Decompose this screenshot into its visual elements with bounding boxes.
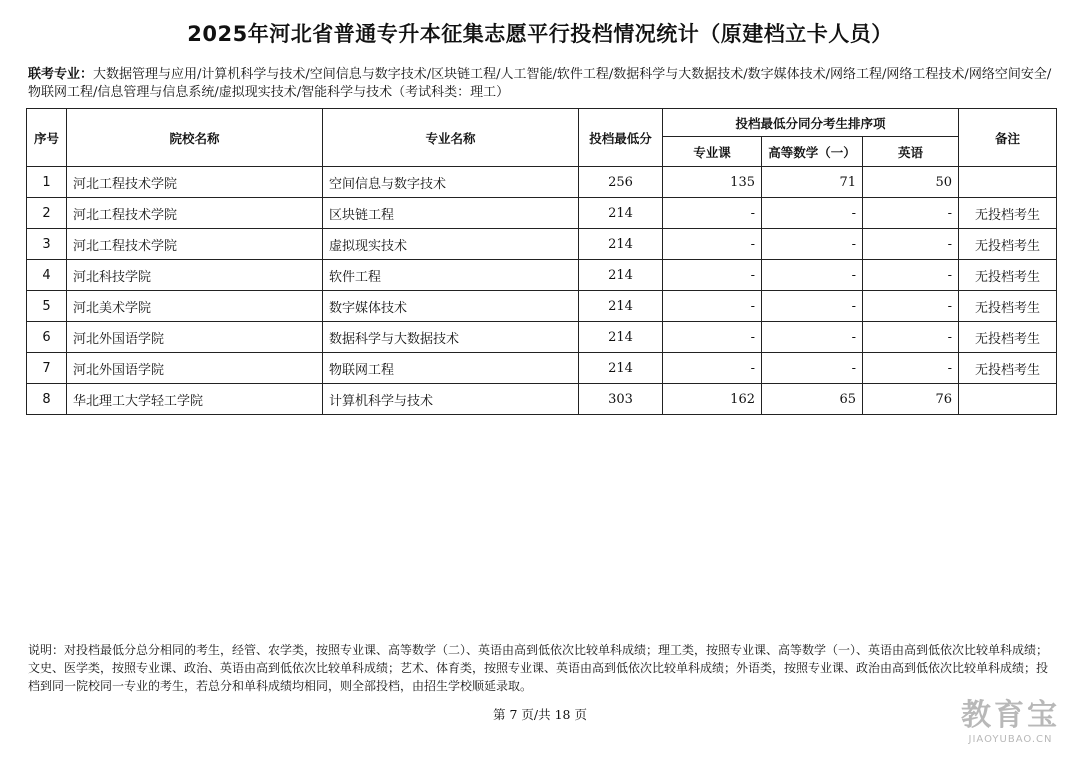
cell-school: 河北外国语学院 [67, 353, 323, 384]
cell-min-score: 214 [579, 322, 663, 353]
header-min-score: 投档最低分 [579, 109, 663, 167]
header-tiebreak-group: 投档最低分同分考生排序项 [663, 109, 959, 137]
cell-remark: 无投档考生 [959, 198, 1057, 229]
cell-min-score: 214 [579, 353, 663, 384]
cell-math: - [762, 353, 863, 384]
table-row [27, 384, 1057, 415]
header-remark: 备注 [959, 109, 1057, 167]
cell-school: 河北工程技术学院 [67, 167, 323, 198]
watermark-main-text: 教育宝 [961, 698, 1060, 733]
cell-english: 50 [863, 167, 959, 198]
cell-min-score: 214 [579, 291, 663, 322]
cell-major: 计算机科学与技术 [323, 384, 579, 415]
table-row [27, 167, 1057, 198]
cell-seq: 1 [27, 167, 67, 198]
cell-english: - [863, 260, 959, 291]
cell-major-course: - [663, 198, 762, 229]
cell-english: 76 [863, 384, 959, 415]
admission-table [26, 108, 1057, 415]
cell-seq: 2 [27, 198, 67, 229]
header-major: 专业名称 [323, 109, 579, 167]
cell-min-score: 214 [579, 229, 663, 260]
cell-remark: 无投档考生 [959, 229, 1057, 260]
watermark-logo [961, 690, 1060, 745]
cell-math: - [762, 291, 863, 322]
cell-english: - [863, 291, 959, 322]
header-school: 院校名称 [67, 109, 323, 167]
cell-school: 华北理工大学轻工学院 [67, 384, 323, 415]
table-row [27, 198, 1057, 229]
cell-english: - [863, 322, 959, 353]
page-number: 第 7 页/共 18 页 [493, 707, 587, 722]
header-major-course: 专业课 [663, 137, 762, 167]
cell-major-course: 162 [663, 384, 762, 415]
table-row [27, 229, 1057, 260]
cell-major-course: - [663, 322, 762, 353]
cell-remark [959, 167, 1057, 198]
cell-min-score: 256 [579, 167, 663, 198]
cell-major-course: - [663, 353, 762, 384]
cell-remark: 无投档考生 [959, 322, 1057, 353]
cell-english: - [863, 353, 959, 384]
cell-major: 虚拟现实技术 [323, 229, 579, 260]
cell-seq: 6 [27, 322, 67, 353]
cell-math: - [762, 198, 863, 229]
cell-seq: 5 [27, 291, 67, 322]
table-row [27, 291, 1057, 322]
cell-min-score: 303 [579, 384, 663, 415]
cell-remark [959, 384, 1057, 415]
cell-min-score: 214 [579, 260, 663, 291]
cell-math: 71 [762, 167, 863, 198]
table-row [27, 260, 1057, 291]
cell-major: 区块链工程 [323, 198, 579, 229]
explanation-note: 说明：对投档最低分总分相同的考生，经管、农学类，按照专业课、高等数学（二）、英语由高到低依次比较单科成绩；理工类，按照专业课、高等数学（一）、英语由高到低依次比较单科成绩；文史、医学类，按照专业课、政治、英语由高到低依次比较单科成绩；艺术、体育类，按照专业课、英语由高到低依次比较单科成绩；外语类，按照专业课、政治由高到低依次比较单科成绩；投档到同一院校同一专业的考生，若总分和单科成绩均相同，则全部投档，由招生学校顺延录取。 [28, 643, 1049, 693]
exam-majors-list: 大数据管理与应用/计算机科学与技术/空间信息与数字技术/区块链工程/人工智能/软件工程/数据科学与大数据技术/数字媒体技术/网络工程/网络工程技术/网络空间安全/物联网工程/信息管理与信息系统/虚拟现实技术/智能科学与技术（考试科类：理工） [28, 67, 1052, 100]
cell-school: 河北工程技术学院 [67, 198, 323, 229]
cell-english: - [863, 229, 959, 260]
cell-major-course: - [663, 229, 762, 260]
cell-major-course: - [663, 291, 762, 322]
cell-major: 软件工程 [323, 260, 579, 291]
cell-major: 空间信息与数字技术 [323, 167, 579, 198]
cell-seq: 7 [27, 353, 67, 384]
cell-school: 河北科技学院 [67, 260, 323, 291]
cell-math: 65 [762, 384, 863, 415]
cell-seq: 8 [27, 384, 67, 415]
table-row [27, 322, 1057, 353]
header-math: 高等数学（一） [762, 137, 863, 167]
watermark-sub-text: JIAOYUBAO.CN [968, 734, 1053, 745]
cell-remark: 无投档考生 [959, 291, 1057, 322]
cell-min-score: 214 [579, 198, 663, 229]
cell-math: - [762, 322, 863, 353]
header-seq: 序号 [27, 109, 67, 167]
exam-majors-label: 联考专业： [28, 67, 94, 82]
cell-major: 数据科学与大数据技术 [323, 322, 579, 353]
cell-math: - [762, 260, 863, 291]
exam-majors [28, 66, 1054, 102]
cell-major-course: - [663, 260, 762, 291]
cell-math: - [762, 229, 863, 260]
cell-seq: 4 [27, 260, 67, 291]
header-english: 英语 [863, 137, 959, 167]
cell-english: - [863, 198, 959, 229]
cell-major-course: 135 [663, 167, 762, 198]
cell-remark: 无投档考生 [959, 353, 1057, 384]
cell-school: 河北工程技术学院 [67, 229, 323, 260]
page-title: 2025年河北省普通专升本征集志愿平行投档情况统计（原建档立卡人员） [187, 22, 893, 46]
cell-school: 河北美术学院 [67, 291, 323, 322]
cell-school: 河北外国语学院 [67, 322, 323, 353]
cell-major: 物联网工程 [323, 353, 579, 384]
cell-major: 数字媒体技术 [323, 291, 579, 322]
table-row [27, 353, 1057, 384]
cell-seq: 3 [27, 229, 67, 260]
cell-remark: 无投档考生 [959, 260, 1057, 291]
